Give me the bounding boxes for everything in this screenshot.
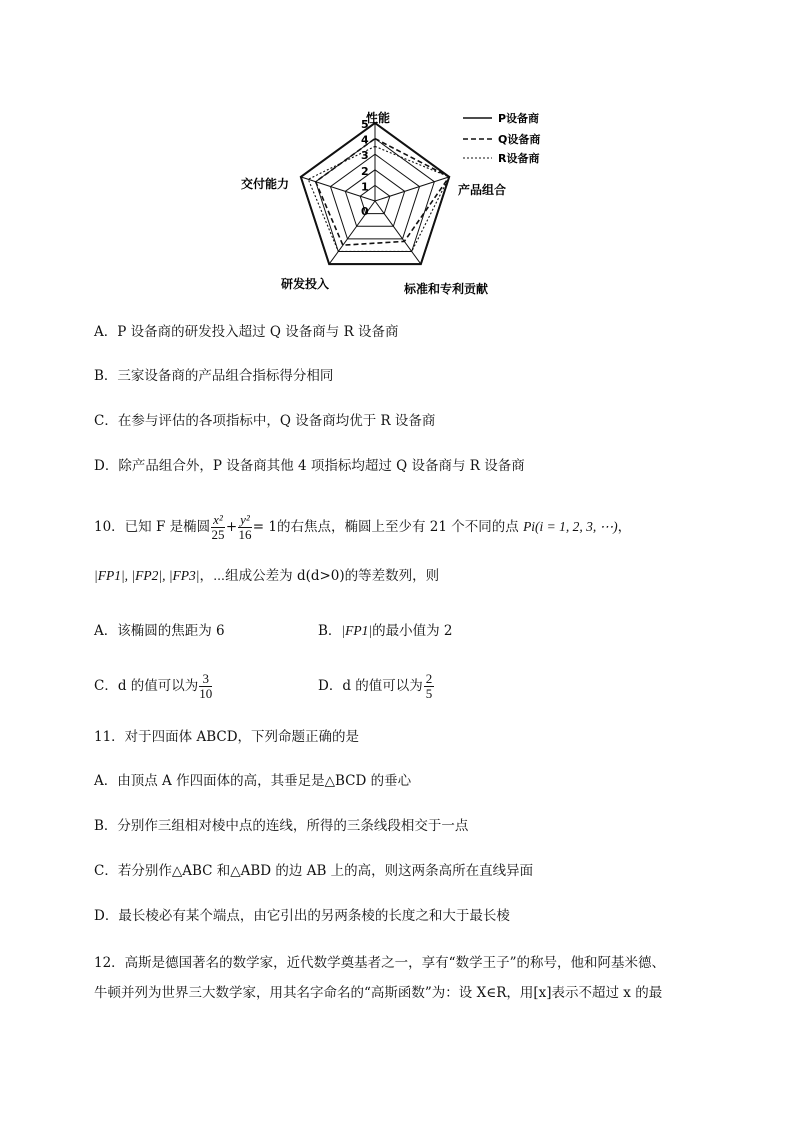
fraction-y2-16: $\frac{\text{y²}}{16}$ xyxy=(238,512,252,542)
legend-label-r: R设备商 xyxy=(498,152,540,165)
q10-line2: |FP1|, |FP2|, |FP3|，⋯组成公差为 d(d>0)的等差数列，则 xyxy=(94,568,440,584)
q12-line2: 牛顿并列为世界三大数学家，用其名字命名的“高斯函数”为：设 X∈R，用[x]表示不超过 x 的最 xyxy=(94,985,663,1001)
scale-label-0: 0 xyxy=(361,205,369,218)
q9-option-a: A．P 设备商的研发投入超过 Q 设备商与 R 设备商 xyxy=(94,324,399,340)
chart-legend xyxy=(463,111,540,165)
q10-option-d: D．d 的值可以为 $\frac{2}{5}$ xyxy=(318,671,433,701)
q9-option-d: D．除产品组合外，P 设备商其他 4 项指标均超过 Q 设备商与 R 设备商 xyxy=(94,458,525,474)
scale-label-1: 1 xyxy=(361,180,369,194)
radar-chart xyxy=(230,104,541,300)
q9-option-c: C．在参与评估的各项指标中，Q 设备商均优于 R 设备商 xyxy=(94,413,436,429)
q9-option-b: B．三家设备商的产品组合指标得分相同 xyxy=(94,368,334,384)
axis-label-performance: 性能 xyxy=(366,111,391,125)
axis-label-rnd-investment: 研发投入 xyxy=(281,277,330,291)
fraction-x2-25: $\frac{\text{x²}}{25}$ xyxy=(211,512,225,542)
q10-stem-b: 的右焦点，椭圆上至少有 21 个不同的点 xyxy=(277,519,519,535)
axis-spoke-1 xyxy=(375,177,449,201)
scale-label-5: 5 xyxy=(361,118,369,131)
fp-sequence: |FP1|, |FP2|, |FP3| xyxy=(94,568,200,583)
q11-option-d: D．最长棱必有某个端点，由它引出的另两条棱的长度之和大于最长棱 xyxy=(94,908,510,924)
point-pi: Pi(i = 1, 2, 3, ⋯) xyxy=(523,519,618,534)
q10-stem: 10．已知 F 是椭圆 $\frac{\text{x²}}{25}$ + $\frac{\text{y²}}{16}$ = 1的右焦点，椭圆上至少有 21 个不同的点 Pi(i = 1, 2, 3, ⋯)， xyxy=(94,512,632,542)
q11-stem: 11．对于四面体 ABCD，下列命题正确的是 xyxy=(94,729,360,745)
axis-label-delivery: 交付能力 xyxy=(241,177,290,191)
q12-line1: 12．高斯是德国著名的数学家，近代数学奠基者之一，享有“数学王子”的称号，他和阿基米德、 xyxy=(94,955,665,971)
axis-label-standards-patents: 标准和专利贡献 xyxy=(404,282,489,296)
q10-option-b: B．|FP1|的最小值为 2 xyxy=(318,623,453,639)
scale-label-3: 3 xyxy=(361,149,369,163)
axis-spoke-2 xyxy=(375,201,421,264)
q11-option-c: C．若分别作△ABC 和△ABD 的边 AB 上的高，则这两条高所在直线异面 xyxy=(94,863,534,879)
series-polygon-1 xyxy=(316,139,450,246)
q11-option-a: A．由顶点 A 作四面体的高，其垂足是△BCD 的垂心 xyxy=(94,773,412,789)
legend-label-p: P设备商 xyxy=(498,112,540,125)
q10-option-a: A．该椭圆的焦距为 6 xyxy=(94,623,225,639)
q11-option-b: B．分别作三组相对棱中点的连线，所得的三条线段相交于一点 xyxy=(94,818,469,834)
scale-label-4: 4 xyxy=(361,133,369,147)
axis-label-product-portfolio: 产品组合 xyxy=(458,183,507,197)
q10-option-c: C．d 的值可以为 $\frac{3}{10}$ xyxy=(94,671,213,701)
q10-stem-a: 10．已知 F 是椭圆 xyxy=(94,519,211,535)
scale-label-2: 2 xyxy=(361,164,369,178)
equals-one: = 1 xyxy=(252,519,277,535)
legend-label-q: Q设备商 xyxy=(498,133,541,146)
